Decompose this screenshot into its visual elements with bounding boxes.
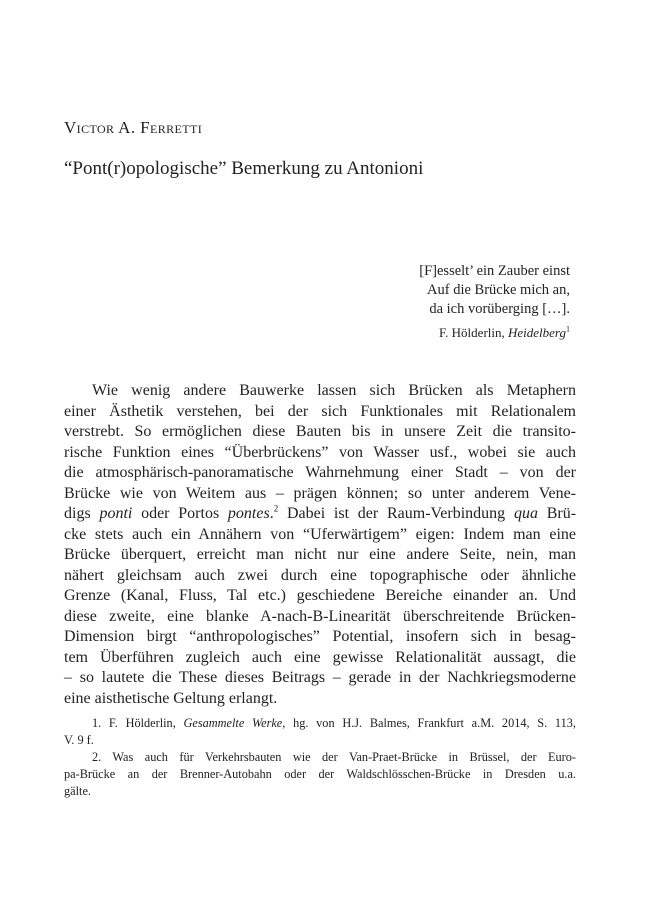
italic-term: ponti: [99, 505, 133, 522]
text-fragment: Dabei ist der Raum-Verbindung: [278, 505, 514, 522]
text-line: cke stets auch ein Annähern von “Uferwärtigem” eigen: Indem man eine: [64, 525, 576, 543]
footnotes: [64, 715, 576, 800]
epigraph: [419, 262, 570, 342]
footnote-ref-1[interactable]: 1: [566, 324, 570, 334]
text-line: verstrebt. So ermöglichen diese Bauten bis in unsere Zeit die transito-: [64, 423, 576, 440]
epigraph-line: da ich vorüberging […].: [429, 301, 570, 317]
text-line: die atmosphärisch-panoramatische Wahrnehmung einer Stadt – von der: [64, 464, 576, 481]
footnote-2: 2. Was auch für Verkehrsbauten wie der Van-Praet-Brücke in Brüssel, der Euro-: [92, 750, 576, 764]
text-line: diese zweite, eine blanke A-nach-B-Linearität überschreitende Brücken-: [64, 607, 576, 625]
text-line: Brücke überquert, erreicht man nicht nur eine andere Seite, nein, man: [64, 546, 576, 563]
body-paragraph: [64, 381, 576, 709]
text-line: Dimension birgt “anthropologisches” Potential, insofern sich in besag-: [64, 628, 576, 645]
footnote-2-cont: pa-Brücke an der Brenner-Autobahn oder der Waldschlösschen-Brücke in Dresden u.a.: [64, 767, 576, 781]
article-title: “Pont(r)opologische” Bemerkung zu Antonioni: [64, 158, 424, 179]
epigraph-source: [419, 323, 570, 342]
text-line: eine aisthetische Geltung erlangt.: [64, 689, 278, 707]
text-fragment: Brü-: [537, 505, 577, 522]
footnote-2-cont: gälte.: [64, 784, 91, 798]
text-line: tem Überführen zugleich auch eine gewisse Relationalität aussagt, die: [64, 648, 576, 666]
footnote-1-cont: V. 9 f.: [64, 733, 94, 747]
text-line: Grenze (Kanal, Fluss, Tal etc.) geschiedene Bereiche einander an. Und: [64, 587, 576, 604]
footnote-text: , hg. von H.J. Balmes, Frankfurt a.M. 2014, S. 113,: [282, 716, 576, 730]
text-fragment: .: [269, 505, 274, 522]
footnote-text: 1. F. Hölderlin,: [92, 716, 184, 730]
author-name: Victor A. Ferretti: [64, 118, 203, 137]
text-line: [64, 504, 576, 525]
text-fragment: digs: [64, 505, 100, 522]
epigraph-source-author: F. Hölderlin,: [438, 325, 508, 340]
epigraph-line: [F]esselt’ ein Zauber einst: [419, 263, 570, 279]
italic-term: pontes: [227, 505, 270, 522]
text-line: Brücke wie von Weitem aus – prägen können; so unter anderem Vene-: [64, 484, 576, 502]
text-line: nähert gleichsam auch zwei durch eine topographische oder ähnliche: [64, 566, 576, 584]
text-line: einer Ästhetik verstehen, bei der sich Funktionales mit Relationalem: [64, 402, 576, 420]
text-line: rische Funktion eines “Überbrückens” von Wasser usf., wobei sie auch: [64, 443, 576, 461]
text-line: – so lautete die These dieses Beitrags – gerade in der Nachkriegsmoderne: [64, 669, 576, 686]
epigraph-source-work: Heidelberg: [508, 325, 566, 340]
footnote-italic: Gesammelte Werke: [183, 716, 283, 730]
footnote-1: [64, 715, 576, 732]
text-fragment: oder Portos: [132, 505, 228, 522]
text-line: Wie wenig andere Bauwerke lassen sich Brücken als Metaphern: [92, 382, 576, 399]
epigraph-line: Auf die Brücke mich an,: [427, 282, 570, 298]
italic-term: qua: [513, 505, 538, 522]
footnote-ref-2[interactable]: 2: [273, 503, 279, 514]
